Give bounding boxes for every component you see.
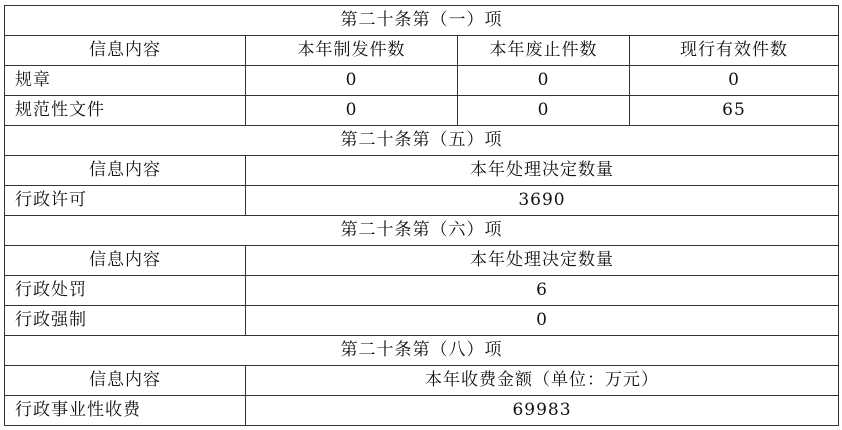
table-row (5, 96, 839, 126)
cell-value: 0 (458, 66, 630, 96)
cell-value: 0 (630, 66, 839, 96)
column-header-issued: 本年制发件数 (246, 36, 458, 66)
column-header-decisions: 本年处理决定数量 (246, 246, 839, 276)
section-title-row (5, 6, 839, 36)
section-title-row (5, 126, 839, 156)
table-row (5, 396, 839, 426)
table-row (5, 66, 839, 96)
column-header-info: 信息内容 (5, 156, 246, 186)
header-row (5, 156, 839, 186)
cell-value: 0 (458, 96, 630, 126)
section-title-row (5, 336, 839, 366)
cell-value: 0 (246, 96, 458, 126)
section-title: 第二十条第（一）项 (5, 6, 839, 36)
section-title: 第二十条第（五）项 (5, 126, 839, 156)
section-title-row (5, 216, 839, 246)
column-header-info: 信息内容 (5, 366, 246, 396)
column-header-abolished: 本年废止件数 (458, 36, 630, 66)
table-row (5, 276, 839, 306)
section-title: 第二十条第（六）项 (5, 216, 839, 246)
row-label: 行政处罚 (5, 276, 246, 306)
cell-value: 69983 (246, 396, 839, 426)
row-label: 规范性文件 (5, 96, 246, 126)
column-header-valid: 现行有效件数 (630, 36, 839, 66)
cell-value: 0 (246, 306, 839, 336)
column-header-decisions: 本年处理决定数量 (246, 156, 839, 186)
cell-value: 65 (630, 96, 839, 126)
cell-value: 3690 (246, 186, 839, 216)
row-label: 行政许可 (5, 186, 246, 216)
section-title: 第二十条第（八）项 (5, 336, 839, 366)
row-label: 行政事业性收费 (5, 396, 246, 426)
row-label: 规章 (5, 66, 246, 96)
statistics-table (4, 5, 839, 426)
row-label: 行政强制 (5, 306, 246, 336)
cell-value: 0 (246, 66, 458, 96)
table-row (5, 306, 839, 336)
table-row (5, 186, 839, 216)
cell-value: 6 (246, 276, 839, 306)
column-header-info: 信息内容 (5, 246, 246, 276)
column-header-fees: 本年收费金额（单位：万元） (246, 366, 839, 396)
header-row (5, 246, 839, 276)
header-row (5, 366, 839, 396)
header-row (5, 36, 839, 66)
column-header-info: 信息内容 (5, 36, 246, 66)
